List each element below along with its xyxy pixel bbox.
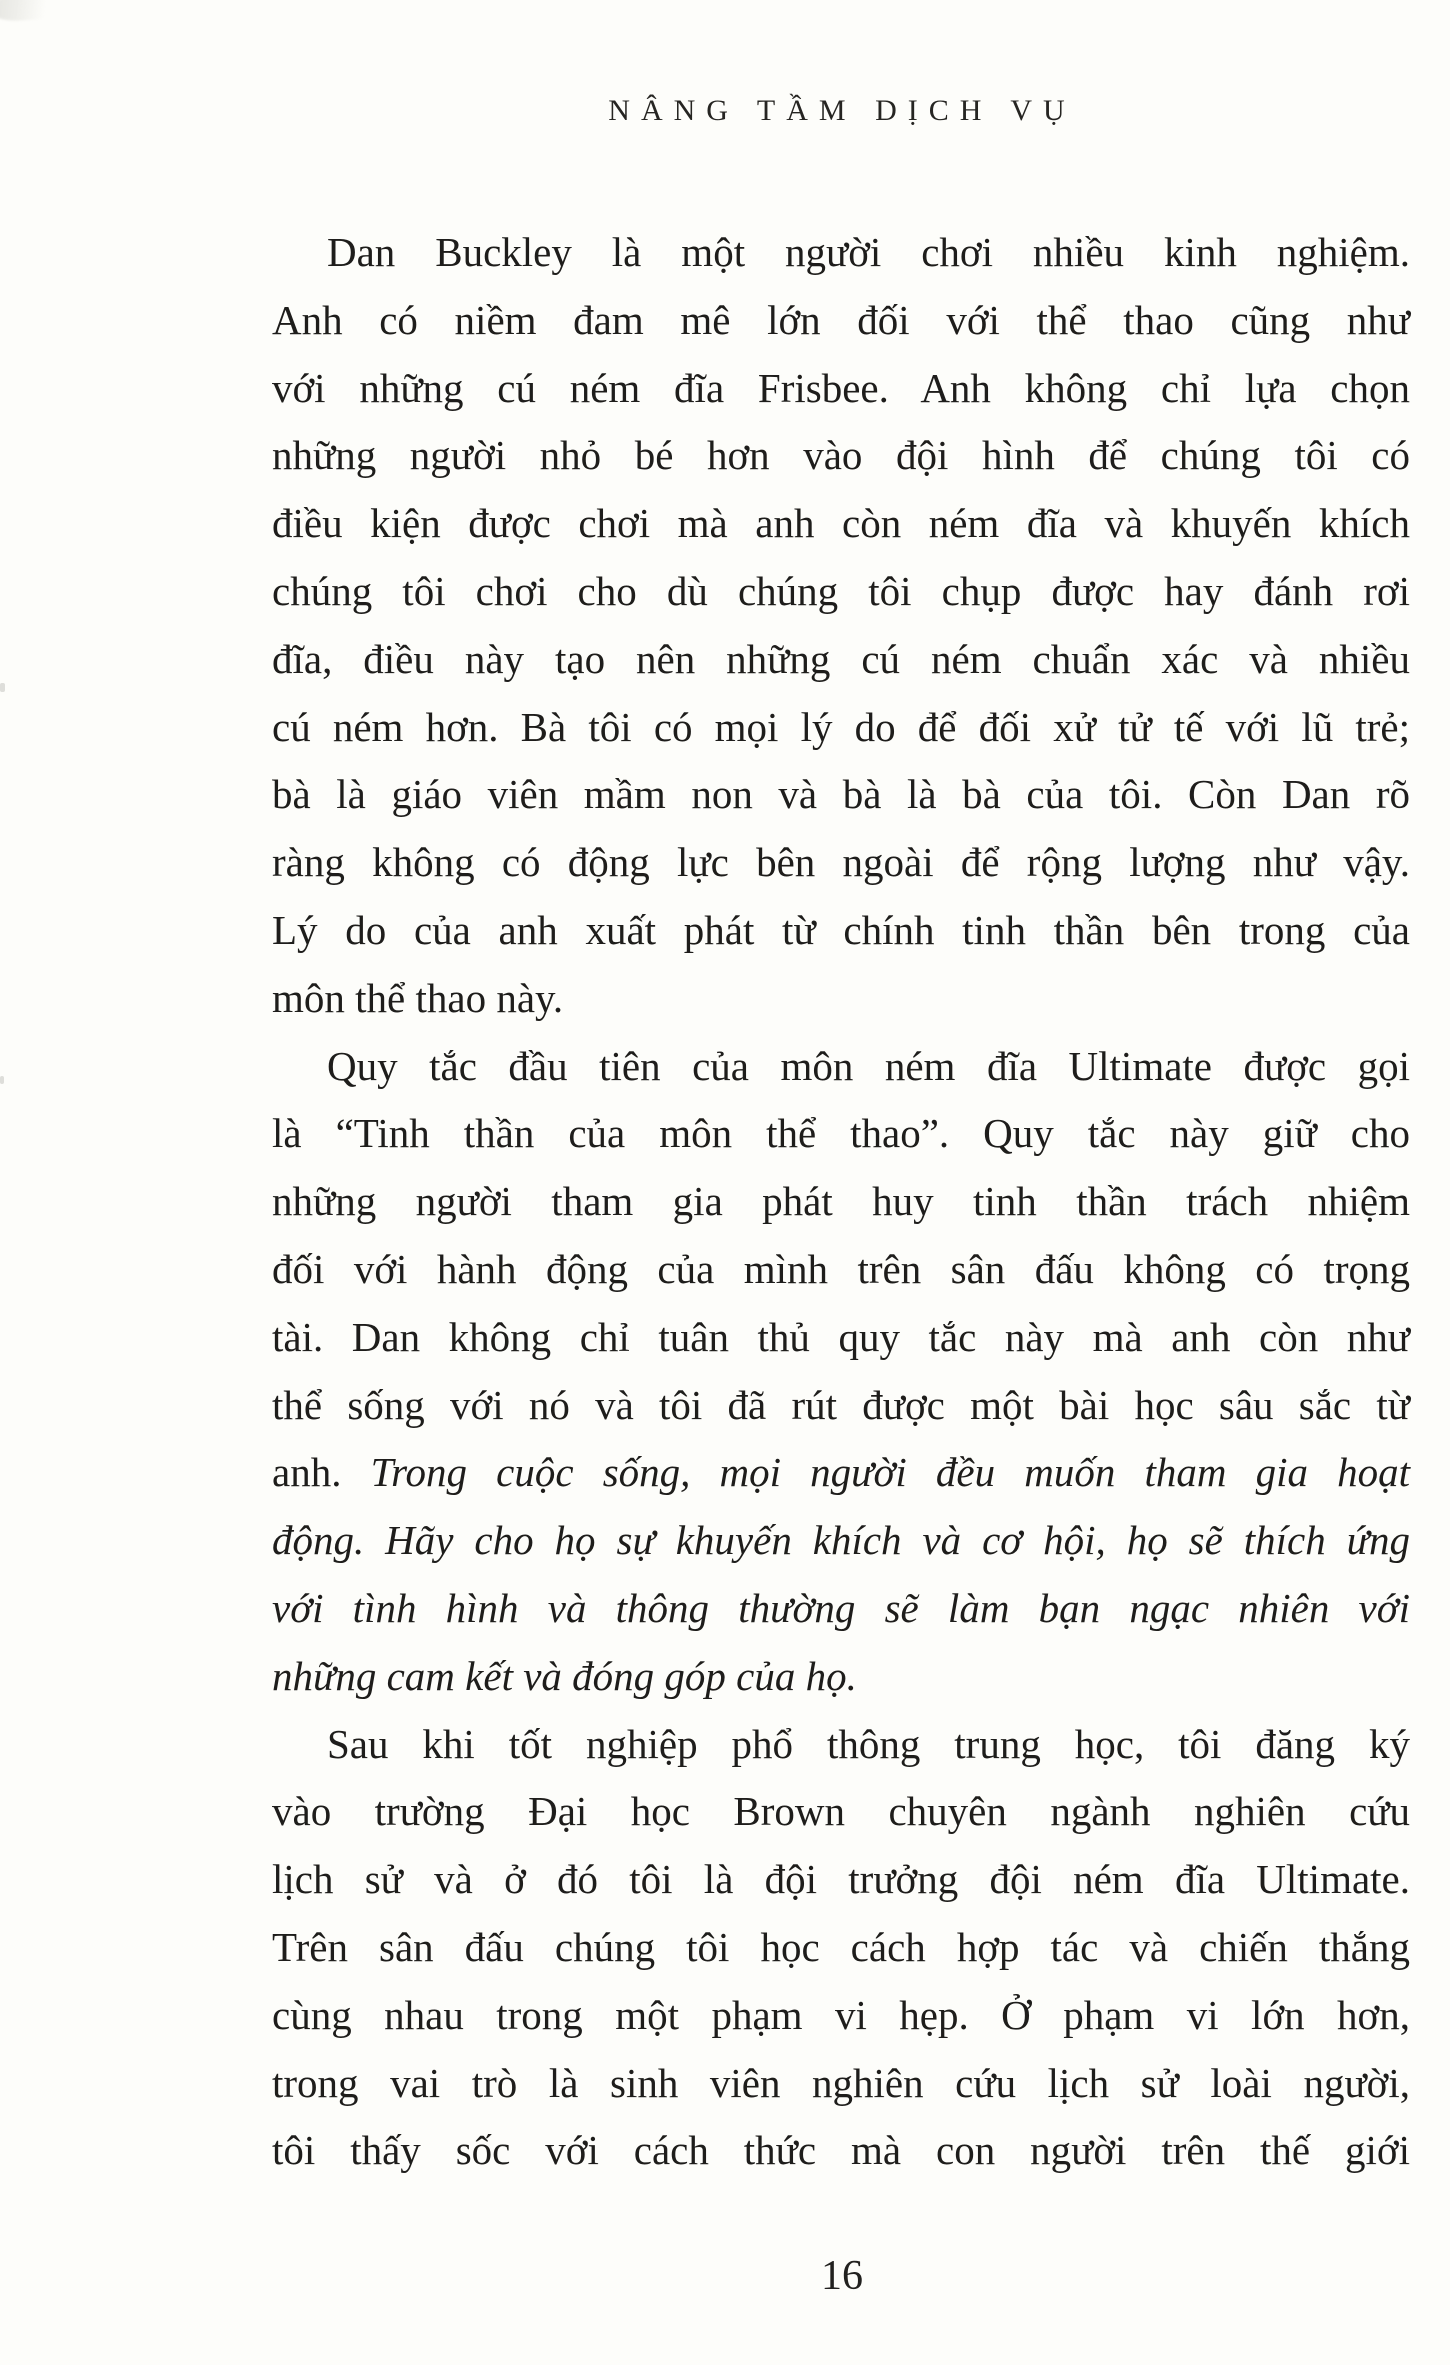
italic-text-segment: động. Hãy cho họ sự khuyến khích và cơ hội, họ sẽ thích ứng bbox=[272, 1517, 1410, 1564]
text-segment: những người tham gia phát huy tinh thần trách nhiệm bbox=[272, 1178, 1410, 1225]
text-line bbox=[272, 558, 1410, 626]
text-segment: anh. bbox=[272, 1449, 371, 1496]
text-line bbox=[272, 1304, 1410, 1372]
text-line bbox=[272, 1372, 1410, 1440]
text-segment: thể sống với nó và tôi đã rút được một bài học sâu sắc từ bbox=[272, 1381, 1410, 1428]
text-segment: Sau khi tốt nghiệp phổ thông trung học, tôi đăng ký bbox=[327, 1720, 1410, 1767]
text-segment: bà là giáo viên mầm non và bà là bà của tôi. Còn Dan rõ bbox=[272, 771, 1410, 818]
text-line bbox=[272, 761, 1410, 829]
text-line bbox=[272, 2050, 1410, 2118]
text-segment: cùng nhau trong một phạm vi hẹp. Ở phạm vi lớn hơn, bbox=[272, 1991, 1410, 2038]
text-line bbox=[272, 287, 1410, 355]
text-segment: điều kiện được chơi mà anh còn ném đĩa và khuyến khích bbox=[272, 500, 1410, 547]
page-number: 16 bbox=[821, 2253, 863, 2299]
text-line bbox=[272, 1100, 1410, 1168]
paragraph bbox=[272, 219, 1410, 1033]
text-line bbox=[272, 1236, 1410, 1304]
text-segment: Trên sân đấu chúng tôi học cách hợp tác và chiến thắng bbox=[272, 1923, 1410, 1970]
text-segment: cú ném hơn. Bà tôi có mọi lý do để đối xử tử tế với lũ trẻ; bbox=[272, 703, 1410, 750]
text-segment: Lý do của anh xuất phát từ chính tinh thần bên trong của bbox=[272, 906, 1410, 953]
text-segment: Dan Buckley là một người chơi nhiều kinh nghiệm. bbox=[327, 229, 1410, 275]
scan-speck bbox=[0, 683, 5, 692]
text-segment: những người nhỏ bé hơn vào đội hình để chúng tôi có bbox=[272, 432, 1410, 479]
text-line bbox=[272, 2117, 1410, 2185]
text-line bbox=[272, 219, 1410, 287]
text-line bbox=[272, 626, 1410, 694]
text-segment: Quy tắc đầu tiên của môn ném đĩa Ultimate được gọi bbox=[327, 1042, 1410, 1089]
text-line bbox=[272, 1778, 1410, 1846]
text-segment: ràng không có động lực bên ngoài để rộng lượng như vậy. bbox=[272, 839, 1410, 886]
text-line bbox=[272, 1914, 1410, 1982]
text-line bbox=[272, 1982, 1410, 2050]
text-line bbox=[272, 965, 1410, 1033]
text-line bbox=[272, 490, 1410, 558]
paragraph bbox=[272, 1033, 1410, 1711]
scan-speck bbox=[0, 1076, 4, 1084]
text-segment: đối với hành động của mình trên sân đấu không có trọng bbox=[272, 1245, 1410, 1292]
text-line bbox=[272, 1507, 1410, 1575]
text-segment: trong vai trò là sinh viên nghiên cứu lịch sử loài người, bbox=[272, 2059, 1410, 2106]
text-line bbox=[272, 1168, 1410, 1236]
text-segment: là “Tinh thần của môn thể thao”. Quy tắc này giữ cho bbox=[272, 1110, 1410, 1157]
text-segment: Anh có niềm đam mê lớn đối với thể thao cũng như bbox=[272, 296, 1410, 343]
text-line bbox=[272, 1439, 1410, 1507]
italic-text-segment: với tình hình và thông thường sẽ làm bạn ngạc nhiên với bbox=[272, 1584, 1410, 1631]
text-segment: vào trường Đại học Brown chuyên ngành nghiên cứu bbox=[272, 1788, 1410, 1835]
scan-smudge bbox=[0, 0, 63, 22]
text-line bbox=[272, 829, 1410, 897]
text-body bbox=[272, 219, 1410, 2185]
text-line bbox=[272, 1846, 1410, 1914]
text-segment: tài. Dan không chỉ tuân thủ quy tắc này mà anh còn như bbox=[272, 1313, 1410, 1360]
text-segment: đĩa, điều này tạo nên những cú ném chuẩn xác và nhiều bbox=[272, 635, 1410, 682]
text-line bbox=[272, 355, 1410, 423]
text-segment: tôi thấy sốc với cách thức mà con người trên thế giới bbox=[272, 2127, 1410, 2174]
italic-text-segment: Trong cuộc sống, mọi người đều muốn tham gia hoạt bbox=[370, 1449, 1410, 1496]
text-line bbox=[272, 1643, 1410, 1711]
running-header: NÂNG TẦM DỊCH VỤ bbox=[608, 94, 1076, 127]
paragraph bbox=[272, 1711, 1410, 2186]
text-line bbox=[272, 422, 1410, 490]
text-segment: môn thể thao này. bbox=[272, 974, 564, 1021]
text-segment: với những cú ném đĩa Frisbee. Anh không chỉ lựa chọn bbox=[272, 364, 1410, 411]
italic-text-segment: những cam kết và đóng góp của họ. bbox=[272, 1652, 857, 1699]
text-line bbox=[272, 1575, 1410, 1643]
text-line bbox=[272, 694, 1410, 762]
text-segment: chúng tôi chơi cho dù chúng tôi chụp được hay đánh rơi bbox=[272, 567, 1410, 614]
text-line bbox=[272, 1711, 1410, 1779]
text-segment: lịch sử và ở đó tôi là đội trưởng đội ném đĩa Ultimate. bbox=[272, 1856, 1410, 1903]
text-line bbox=[272, 1033, 1410, 1101]
text-line bbox=[272, 897, 1410, 965]
